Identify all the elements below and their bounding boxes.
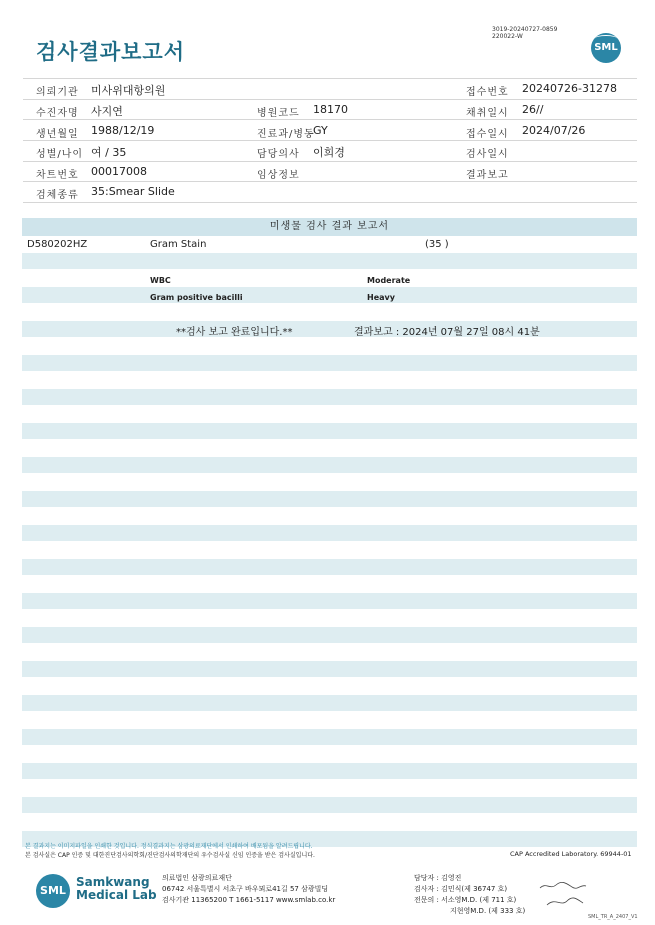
label-requesting-institution: 의뢰기관 xyxy=(36,87,79,98)
label-receipt-number: 접수번호 xyxy=(466,87,509,98)
row-band xyxy=(22,253,637,269)
label-collection-date: 채취일시 xyxy=(466,108,509,119)
sml-logo-text: SML xyxy=(594,42,618,53)
footer-image-notice: 본 결과지는 이미지파일을 인쇄한 것입니다. 정식결과지는 삼광의료재단에서 인쇄하여 배포됨을 알려드립니다. xyxy=(25,843,313,850)
sml-logo xyxy=(591,33,621,63)
label-clinical-info: 임상정보 xyxy=(257,170,300,181)
page-title: 검사결과보고서 xyxy=(36,40,186,64)
value-chart-number: 00017008 xyxy=(91,165,147,178)
info-divider xyxy=(23,140,637,141)
brand-line1: Samkwang xyxy=(76,875,150,889)
value-attending-doctor: 이희경 xyxy=(313,146,345,159)
staff-specialist-1: 전문의 : 서소영M.D. (제 711 호) xyxy=(414,896,517,904)
info-divider xyxy=(23,119,637,120)
value-requesting-institution: 미사위대항의원 xyxy=(91,84,166,97)
value-hospital-code: 18170 xyxy=(313,103,348,116)
row-band xyxy=(22,661,637,677)
row-band xyxy=(22,423,637,439)
value-collection-date: 26// xyxy=(522,103,544,116)
test-count: (35 ) xyxy=(425,239,449,250)
value-birth-date: 1988/12/19 xyxy=(91,124,155,137)
result-name: WBC xyxy=(150,276,171,285)
label-test-date: 검사일시 xyxy=(466,149,509,160)
label-receipt-date: 접수일시 xyxy=(466,129,509,140)
result-value: Moderate xyxy=(367,276,411,285)
row-band xyxy=(22,797,637,813)
tester-signature xyxy=(538,880,588,892)
label-patient-name: 수진자명 xyxy=(36,108,79,119)
label-chart-number: 차트번호 xyxy=(36,170,79,181)
test-name: Gram Stain xyxy=(150,239,207,250)
staff-in-charge: 담당자 : 김영진 xyxy=(414,874,462,882)
row-band xyxy=(22,491,637,507)
value-department: GY xyxy=(313,124,328,137)
info-divider xyxy=(23,78,637,79)
staff-specialist-2: 지현영M.D. (제 333 호) xyxy=(450,907,526,915)
form-number: SML_TR_A_2407_V1 xyxy=(588,914,638,920)
value-receipt-number: 20240726-31278 xyxy=(522,82,617,95)
foundation-name: 의료법인 삼광의료재단 xyxy=(162,874,232,882)
report-complete-message: **검사 보고 완료입니다.** xyxy=(176,327,293,338)
report-section-title: 미생물 검사 결과 보고서 xyxy=(22,218,637,236)
document-id-line1: 3019-20240727-0859 xyxy=(492,26,558,33)
info-divider xyxy=(23,99,637,100)
value-specimen-type: 35:Smear Slide xyxy=(91,185,175,198)
label-result-report: 결과보고 xyxy=(466,170,509,181)
row-band xyxy=(22,763,637,779)
row-band xyxy=(22,593,637,609)
label-hospital-code: 병원코드 xyxy=(257,108,300,119)
row-band xyxy=(22,389,637,405)
label-sex-age: 성별/나이 xyxy=(36,149,84,160)
cap-accreditation: CAP Accredited Laboratory. 69944-01 xyxy=(510,850,632,858)
report-timestamp: 결과보고 : 2024년 07월 27일 08시 41분 xyxy=(354,327,540,338)
brand-line2: Medical Lab xyxy=(76,888,157,902)
result-name: Gram positive bacilli xyxy=(150,293,243,302)
brand-name xyxy=(76,876,157,902)
label-specimen-type: 검체종류 xyxy=(36,190,79,201)
value-sex-age: 여 / 35 xyxy=(91,146,127,159)
row-band xyxy=(22,525,637,541)
result-value: Heavy xyxy=(367,293,395,302)
test-code: D580202HZ xyxy=(27,239,88,250)
row-band xyxy=(22,627,637,643)
row-band xyxy=(22,457,637,473)
staff-tester: 검사자 : 김민식(제 36747 호) xyxy=(414,885,508,893)
document-id xyxy=(492,26,557,40)
foundation-address: 06742 서울특별시 서초구 바우뫼로41길 57 삼광빌딩 xyxy=(162,885,329,893)
sml-logo-bottom: SML xyxy=(36,874,70,908)
footer-certification-notice: 본 검사실은 CAP 인증 및 대한진단검사의학회/진단검사의학재단의 우수검사실 신임 인증을 받은 검사실입니다. xyxy=(25,852,315,859)
info-divider xyxy=(23,161,637,162)
info-divider xyxy=(23,202,637,203)
foundation-contact: 검사기관 11365200 T 1661-5117 www.smlab.co.kr xyxy=(162,896,336,904)
row-band xyxy=(22,321,637,337)
specialist-signature xyxy=(545,895,585,909)
info-divider xyxy=(23,181,637,182)
label-attending-doctor: 담당의사 xyxy=(257,149,300,160)
value-receipt-date: 2024/07/26 xyxy=(522,124,586,137)
row-band xyxy=(22,355,637,371)
label-birth-date: 생년월일 xyxy=(36,129,79,140)
document-id-line2: 220022-W xyxy=(492,33,523,40)
row-band xyxy=(22,695,637,711)
row-band xyxy=(22,729,637,745)
row-band xyxy=(22,287,637,303)
value-patient-name: 사지연 xyxy=(91,105,123,118)
row-band xyxy=(22,559,637,575)
label-department: 진료과/병동 xyxy=(257,129,315,140)
